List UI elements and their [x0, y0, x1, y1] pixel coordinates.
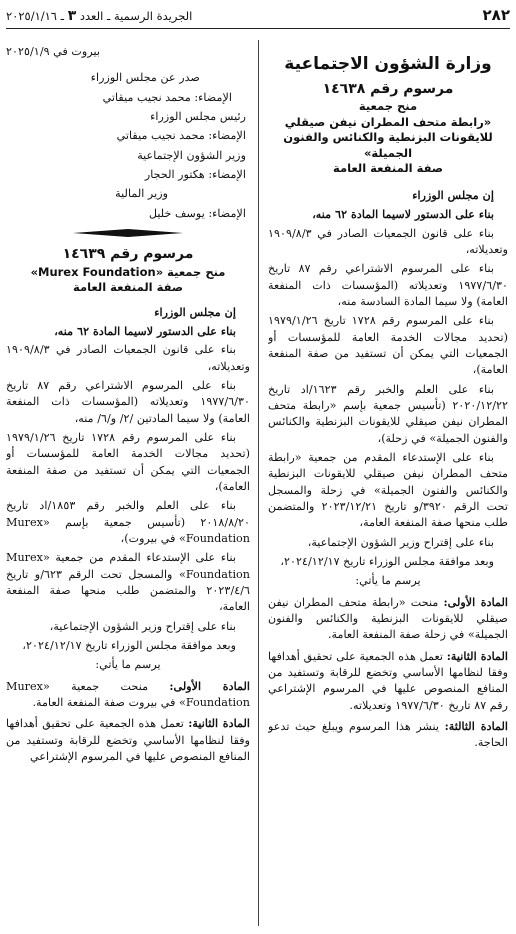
article-2: [268, 648, 508, 714]
article-label: المادة الأولى:: [169, 678, 250, 693]
paragraph: بناء على قانون الجمعيات الصادر في ١٩٠٩/٨/٣ وتعديلاته،: [268, 226, 508, 256]
paragraph: بناء على المرسوم الاشتراعي رقم ٨٧ تاريخ ١٩٧٧/٦/٣٠ وتعديلاته (المؤسسات ذات المنفعة العامة) ولا سيما المادتين /٢/ و/٦/ منه،: [6, 378, 250, 425]
article-label: المادة الأولى:: [443, 594, 508, 609]
signature: الإمضاء: محمد نجيب ميقاتي: [116, 129, 246, 143]
gazette-title: [6, 6, 192, 26]
paragraph: وبعد موافقة مجلس الوزراء تاريخ ٢٠٢٤/١٢/١٧،: [280, 555, 494, 569]
article-text: تعمل هذه الجمعية على تحقيق أهدافها وفقا لنظامها الأساسي وتخضع للرقابة وتستفيد من المنافع المنصوص عليها في المرسوم الإشتراعي رقم ٨٧ تاريخ ١٩٧٧/٦/٣٠ وتعديلاته.: [268, 649, 508, 712]
gazette-name: الجريدة الرسمية ـ العدد: [79, 8, 193, 23]
article-label: المادة الثالثة:: [444, 719, 508, 734]
paragraph: بناء على العلم والخبر رقم ١٨٥٣/اد تاريخ ٢٠١٨/٨/٢٠ (تأسيس جمعية بإسم «Murex Foundation» في بيروت)،: [6, 499, 250, 546]
decrees-line: يرسم ما يأتي:: [95, 658, 161, 672]
page-number: ٢٨٢: [482, 6, 510, 25]
section-divider-ornament: [73, 228, 183, 238]
article-text: تعمل هذه الجمعية على تحقيق أهدافها وفقا لنظامها الأساسي وتخضع للرقابة وتستفيد من المنافع المنصوص عليها في المرسوم الإشتراعي: [6, 717, 250, 764]
decree-subtitle: منح جمعية: [358, 99, 418, 114]
signature: الإمضاء: هكتور الحجار: [144, 168, 246, 182]
left-column: [6, 44, 250, 928]
decrees-line: يرسم ما يأتي:: [355, 574, 421, 588]
article-3: [268, 718, 508, 752]
decree-subtitle: للايقونات البزنطية والكنائس والفنون الجميلة»: [283, 130, 493, 160]
signature: الإمضاء: يوسف خليل: [148, 206, 246, 220]
ministry-heading: وزارة الشؤون الاجتماعية: [284, 54, 492, 74]
article-text: ينشر هذا المرسوم ويبلغ حيث تدعو الحاجة.: [268, 720, 508, 750]
constitution-basis: بناء على الدستور لاسيما المادة ٦٢ منه،: [54, 323, 236, 338]
article-1: [268, 594, 508, 644]
paragraph: بناء على الإستدعاء المقدم من جمعية «رابطة متحف المطران نيفن صيقلي للايقونات البزنطية والكنائس والفنون الجميلة» في زحلة والمسجل تحت الرقم ٣٩٢٠/و تاريخ ٢٠٢٣/١٢/٢١ والمتضمن طلب منحها صفة المنفعة العامة،: [268, 450, 508, 530]
decree-subtitle: صفة المنفعة العامة: [73, 280, 183, 295]
article-text: منحت «رابطة متحف المطران نيفن صيقلي للايقونات البزنطية والكنائس والفنون الجميلة» في زحلة صفة المنفعة العامة.: [268, 595, 508, 642]
paragraph: بناء على المرسوم رقم ١٧٢٨ تاريخ ١٩٧٩/١/٢٦ (تحديد مجالات الخدمة العامة للمؤسسات أو الجمعيات التي يمكن أن تستفيد من صفة المنفعة العامة)،: [268, 314, 508, 377]
constitution-basis: بناء على الدستور لاسيما المادة ٦٢ منه،: [312, 207, 494, 222]
right-column: [268, 44, 508, 928]
page-header: [6, 4, 510, 29]
paragraph: بناء على إقتراح وزير الشؤون الإجتماعية،: [49, 619, 236, 633]
article-1: [6, 678, 250, 712]
column-divider: [258, 40, 259, 926]
decree-subtitle: صفة المنفعة العامة: [333, 161, 443, 176]
decree-title: مرسوم رقم ١٤٦٣٨: [322, 80, 454, 97]
minister-title: وزير الشؤون الإجتماعية: [137, 148, 246, 162]
paragraph: بناء على إقتراح وزير الشؤون الإجتماعية،: [307, 535, 494, 549]
decree-subtitle: منح جمعية «Murex Foundation»: [30, 264, 226, 279]
decree-subtitle: «رابطة متحف المطران نيفن صيقلي: [284, 114, 492, 129]
pm-title: رئيس مجلس الوزراء: [150, 110, 246, 124]
decree-title: مرسوم رقم ١٤٦٣٩: [62, 246, 194, 263]
minister-title: وزير المالية: [115, 187, 168, 201]
issue-date: ـ ٢٠٢٥/١/١٦: [6, 8, 65, 23]
article-2: [6, 715, 250, 765]
paragraph: بناء على المرسوم رقم ١٧٢٨ تاريخ ١٩٧٩/١/٢٦ (تحديد مجالات الخدمة العامة للمؤسسات أو الجمعيات التي يمكن أن تستفيد من صفة المنفعة العامة)،: [6, 430, 250, 493]
paragraph: بناء على قانون الجمعيات الصادر في ١٩٠٩/٨/٣ وتعديلاته،: [6, 343, 250, 373]
article-label: المادة الثانية:: [446, 648, 508, 663]
paragraph: بناء على العلم والخبر رقم ١٦٢٣/اد تاريخ ٢٠٢٠/١٢/٢٢ (تأسيس جمعية بإسم «رابطة متحف المطران نيفن صيقلي للايقونات البزنطية والكنائس والفنون الجميلة» في زحلة)،: [268, 382, 508, 445]
council-heading: إن مجلس الوزراء: [154, 304, 236, 319]
article-label: المادة الثانية:: [188, 716, 250, 731]
article-text: منحت جمعية «Murex Foundation» في بيروت صفة المنفعة العامة.: [6, 679, 250, 710]
issued-by: صدر عن مجلس الوزراء: [90, 71, 200, 85]
council-heading: إن مجلس الوزراء: [412, 187, 494, 202]
paragraph: وبعد موافقة مجلس الوزراء تاريخ ٢٠٢٤/١٢/١٧،: [22, 639, 236, 653]
place-date: بيروت في ٢٠٢٥/١/٩: [6, 45, 100, 58]
signature: الإمضاء: محمد نجيب ميقاتي: [102, 90, 232, 104]
issue-number: ٣: [67, 7, 77, 24]
paragraph: بناء على المرسوم الاشتراعي رقم ٨٧ تاريخ ١٩٧٧/٦/٣٠ وتعديلاته (المؤسسات ذات المنفعة العامة) ولا سيما المادة السادسة منه،: [268, 262, 508, 308]
paragraph: بناء على الإستدعاء المقدم من جمعية «Murex Foundation» والمسجل تحت الرقم ٦٢٣/و تاريخ ٢٠٢٣/٤/٦ والمتضمن طلب منحها صفة المنفعة العامة،: [6, 551, 250, 614]
